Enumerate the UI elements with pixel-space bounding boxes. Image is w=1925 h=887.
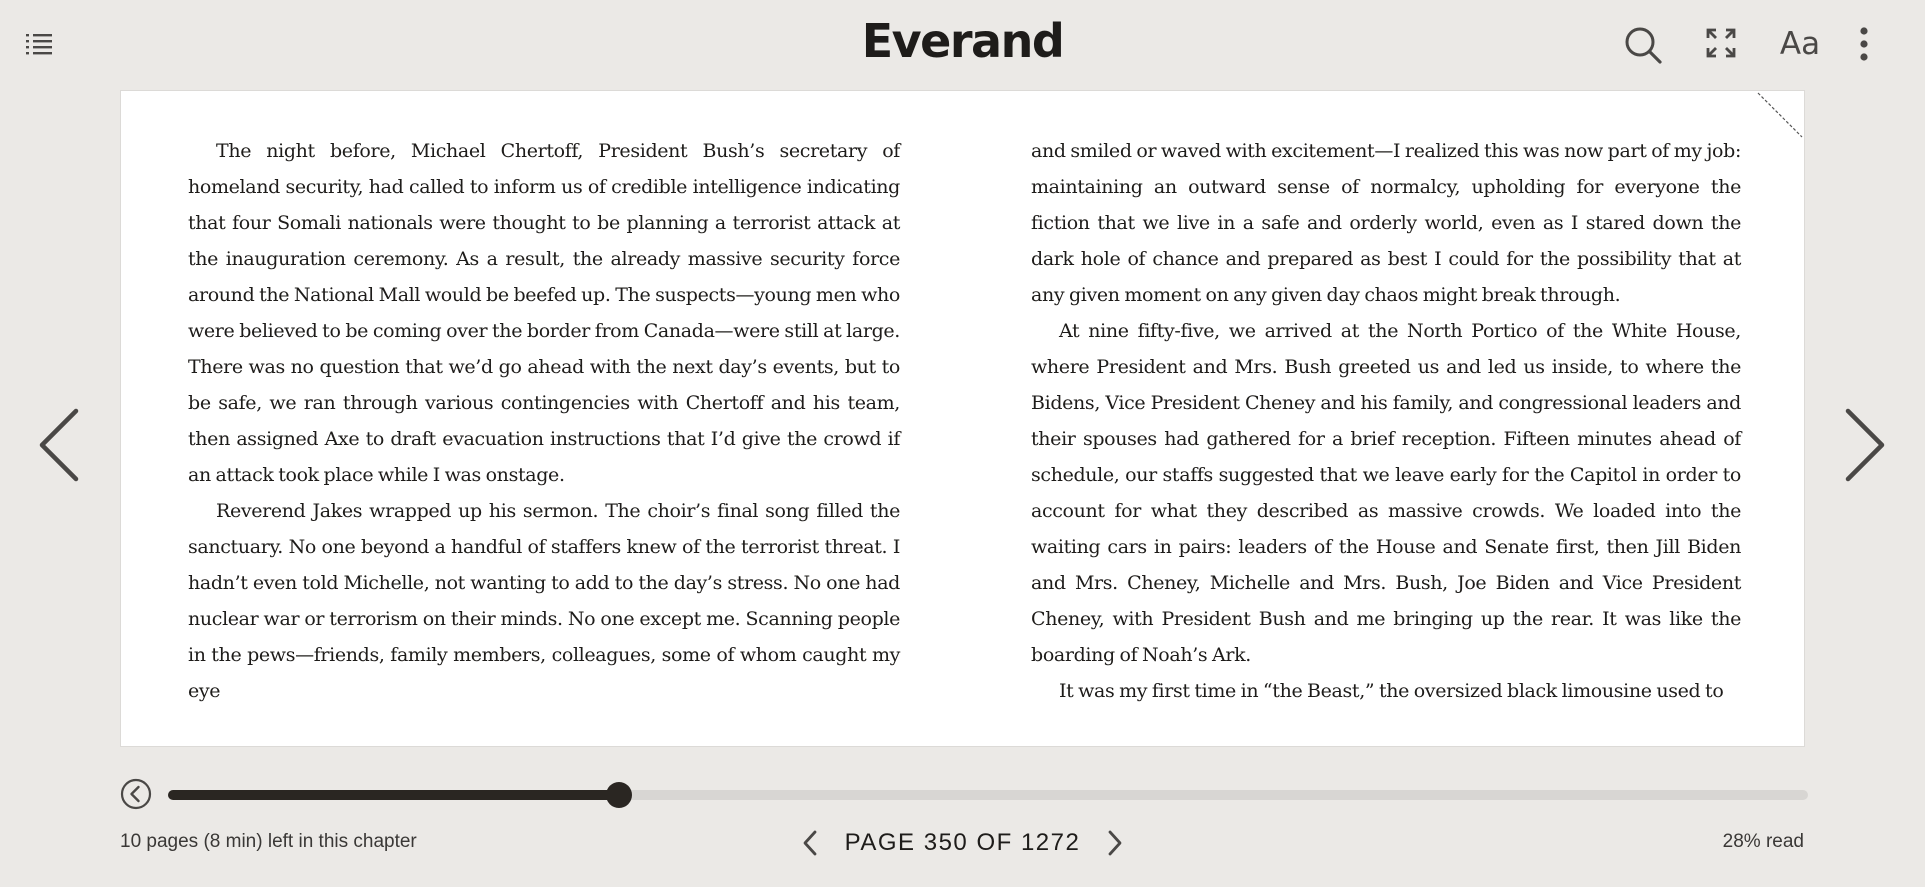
font-settings-button[interactable]: Aa bbox=[1779, 26, 1821, 62]
paragraph: The night before, Michael Chertoff, President Bush’s secretary of homeland security, had called to inform us of credible intelligence indicating that four Somali nationals were thought to be planning a terrorist attack at the inauguration ceremony. As a result, the already massive security force around the National Mall would be beefed up. The suspects—young men who were believed to be coming over the border from Canada—were still at large. There was no question that we’d go ahead with the next day’s events, but to be safe, we ran through various contingencies with Chertoff and his team, then assigned Axe to draft evacuation instructions that I’d give the crowd if an attack took place while I was onstage. bbox=[188, 140, 900, 486]
page-next-button[interactable] bbox=[1100, 826, 1130, 860]
progress-thumb[interactable] bbox=[606, 782, 632, 808]
paragraph: and smiled or waved with excitement—I realized this was now part of my job: maintaining an outward sense of normalcy, upholding for everyone the fiction that we live in a safe and orderly world, even as I stared down the dark hole of chance and prepared as best I could for the possibility that at any given moment on any given day chaos might break through. bbox=[1031, 140, 1741, 306]
fullscreen-button[interactable] bbox=[1704, 26, 1738, 60]
more-options-button[interactable] bbox=[1854, 24, 1874, 64]
right-column bbox=[1031, 133, 1741, 709]
page-prev-button[interactable] bbox=[795, 826, 825, 860]
paragraph: At nine fifty-five, we arrived at the North Portico of the White House, where President and Mrs. Bush greeted us and led us inside, to where the Bidens, Vice President Cheney and his family, and congressional leaders and their spouses had gathered for a brief reception. Fifteen minutes ahead of schedule, our staffs suggested that we leave early for the Capitol in order to account for what they described as massive crowds. We loaded into the waiting cars in pairs: leaders of the House and Senate first, then Jill Biden and Mrs. Cheney, Michelle and Mrs. Bush, Joe Biden and Vice President Cheney, with President Bush and me bringing up the rear. It was like the boarding of Noah’s Ark. bbox=[1031, 320, 1741, 666]
expand-icon bbox=[1706, 28, 1736, 58]
chapter-remaining-text: 10 pages (8 min) left in this chapter bbox=[120, 831, 417, 852]
book-page bbox=[120, 90, 1805, 747]
everand-logo: Everand bbox=[861, 14, 1064, 68]
more-vertical-icon bbox=[1859, 27, 1869, 61]
chevron-left-icon bbox=[802, 830, 818, 856]
search-button[interactable] bbox=[1622, 24, 1664, 66]
bookmark-corner-icon[interactable] bbox=[1756, 91, 1804, 139]
previous-page-button[interactable] bbox=[34, 405, 84, 485]
percent-read-text: 28% read bbox=[1722, 831, 1804, 852]
next-page-button[interactable] bbox=[1840, 405, 1890, 485]
search-icon bbox=[1623, 25, 1663, 65]
back-to-position-button[interactable] bbox=[120, 778, 152, 810]
chevron-left-icon bbox=[36, 408, 82, 482]
paragraph: Reverend Jakes wrapped up his sermon. The choir’s final song filled the sanctuary. No one beyond a handful of staffers knew of the terrorist threat. I hadn’t even told Michelle, not wanting to add to the day’s stress. No one had nuclear war or terrorism on their minds. No one except me. Scanning people in the pews—friends, family members, colleagues, some of whom caught my eye bbox=[188, 500, 900, 702]
page-indicator: PAGE 350 OF 1272 bbox=[844, 829, 1081, 856]
progress-slider[interactable] bbox=[168, 790, 1808, 800]
left-column bbox=[188, 133, 900, 709]
progress-fill bbox=[168, 790, 619, 800]
chevron-right-icon bbox=[1842, 408, 1888, 482]
circle-chevron-left-icon bbox=[120, 778, 152, 810]
chevron-right-icon bbox=[1107, 830, 1123, 856]
paragraph: It was my first time in “the Beast,” the oversized black limousine used to bbox=[1059, 680, 1724, 702]
top-bar bbox=[0, 0, 1925, 90]
